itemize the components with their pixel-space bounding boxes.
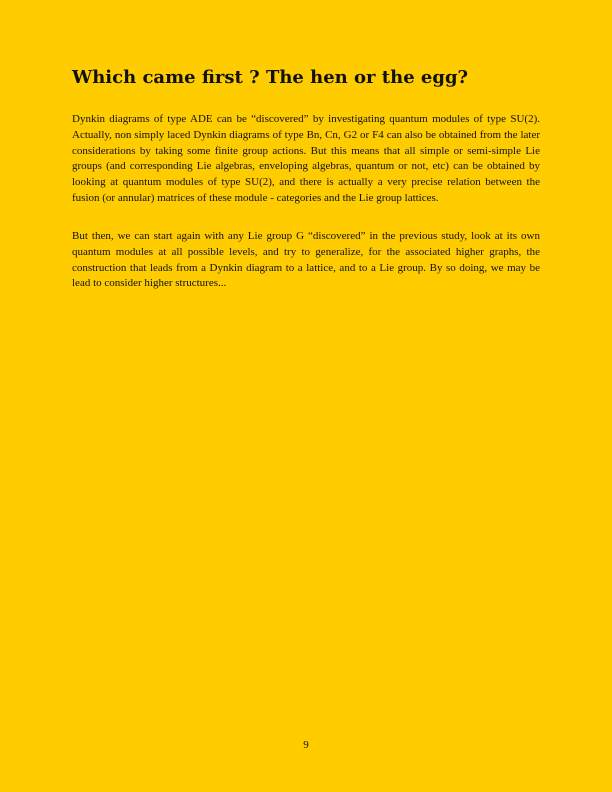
page-number: 9 [303, 739, 309, 751]
page-title: Which came first ? The hen or the egg? [72, 67, 469, 88]
paragraph-2: But then, we can start again with any Lie group G “discovered” in the previous study, look at its own quantum modules at all possible levels, and try to generalize, for the associated higher graphs, the construction that leads from a Dynkin diagram to a lattice, and to a Lie group. By so doing, we may be lead to consider higher structures... [72, 230, 540, 290]
paragraph-1: Dynkin diagrams of type ADE can be “discovered” by investigating quantum modules of type SU(2). Actually, non simply laced Dynkin diagrams of type Bn, Cn, G2 or F4 can also be obtained from the later considerations by taking some finite group actions. But this means that all simple or semi-simple Lie groups (and corresponding Lie algebras, enveloping algebras, quantum or not, etc) can be obtained by looking at quantum modules of type SU(2), and there is actually a very precise relation between the fusion (or annular) matrices of these module - categories and the Lie group lattices. [72, 113, 540, 204]
